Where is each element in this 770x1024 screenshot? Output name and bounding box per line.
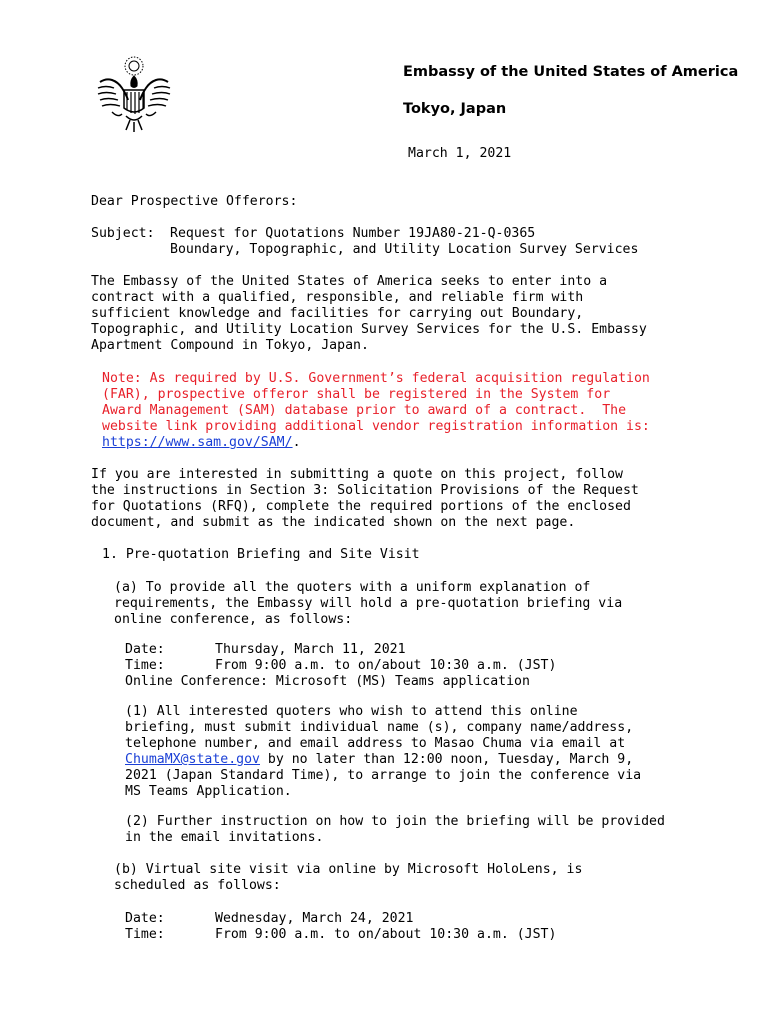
briefing-time-label: Time: (125, 658, 165, 673)
paragraph-a1-line: telephone number, and email address to Masao Chuma via email at (125, 736, 626, 751)
embassy-seal-icon (92, 52, 176, 136)
paragraph-a1-email-line (125, 752, 641, 768)
briefing-date-value: Thursday, March 11, 2021 (215, 642, 406, 657)
paragraph-a2 (125, 814, 665, 846)
paragraph-a2-line: in the email invitations. (125, 830, 324, 845)
instructions-line: the instructions in Section 3: Solicitation Provisions of the Request (91, 483, 639, 498)
paragraph-a-line: (a) To provide all the quoters with a uniform explanation of (114, 580, 591, 595)
site-visit-time-value: From 9:00 a.m. to on/about 10:30 a.m. (JST) (215, 927, 557, 942)
paragraph-a1 (125, 704, 641, 800)
note-line: (FAR), prospective offeror shall be registered in the System for (102, 387, 611, 402)
intro-line: contract with a qualified, responsible, and reliable firm with (91, 290, 584, 305)
intro-line: Topographic, and Utility Location Survey Services for the U.S. Embassy (91, 322, 647, 337)
intro-paragraph (91, 274, 647, 354)
note-link-line (102, 435, 650, 451)
briefing-date-label: Date: (125, 642, 165, 657)
paragraph-a-line: online conference, as follows: (114, 612, 353, 627)
note-line: Award Management (SAM) database prior to award of a contract. The (102, 403, 627, 418)
subject-label: Subject: (91, 226, 155, 241)
section-1-heading: 1. Pre-quotation Briefing and Site Visit (102, 547, 420, 562)
intro-line: sufficient knowledge and facilities for carrying out Boundary, (91, 306, 584, 321)
note-line: website link providing additional vendor registration information is: (102, 419, 650, 434)
chuma-email-link[interactable]: ChumaMX@state.gov (125, 752, 260, 767)
intro-line: The Embassy of the United States of America seeks to enter into a (91, 274, 608, 289)
email-line-suffix: by no later than 12:00 noon, Tuesday, March 9, (259, 752, 634, 767)
site-visit-date-label: Date: (125, 911, 165, 926)
paragraph-a1-line: briefing, must submit individual name (s), company name/address, (125, 720, 634, 735)
instructions-line: document, and submit as the indicated shown on the next page. (91, 515, 576, 530)
instructions-line: for Quotations (RFQ), complete the required portions of the enclosed (91, 499, 631, 514)
paragraph-a (114, 580, 622, 628)
intro-line: Apartment Compound in Tokyo, Japan. (91, 338, 369, 353)
paragraph-b-line: (b) Virtual site visit via online by Microsoft HoloLens, is (114, 862, 583, 877)
instructions-line: If you are interested in submitting a quote on this project, follow (91, 467, 623, 482)
salutation: Dear Prospective Offerors: (91, 194, 298, 209)
paragraph-a-line: requirements, the Embassy will hold a pre-quotation briefing via (114, 596, 623, 611)
paragraph-b-line: scheduled as follows: (114, 878, 281, 893)
paragraph-b (114, 862, 582, 894)
note-link-suffix: . (292, 435, 301, 450)
paragraph-a2-line: (2) Further instruction on how to join the briefing will be provided (125, 814, 665, 829)
embassy-location: Tokyo, Japan (403, 101, 507, 117)
subject-line-1: Request for Quotations Number 19JA80-21-Q-0365 (170, 226, 536, 241)
embassy-name: Embassy of the United States of America (403, 64, 739, 80)
paragraph-a1-line: 2021 (Japan Standard Time), to arrange to join the conference via (125, 768, 642, 783)
briefing-online-conference: Online Conference: Microsoft (MS) Teams application (125, 674, 530, 689)
paragraph-a1-line: (1) All interested quoters who wish to attend this online (125, 704, 578, 719)
sam-website-link[interactable]: https://www.sam.gov/SAM/ (102, 435, 293, 450)
letter-date: March 1, 2021 (408, 146, 512, 161)
site-visit-date-value: Wednesday, March 24, 2021 (215, 911, 414, 926)
paragraph-a1-line: MS Teams Application. (125, 784, 292, 799)
instructions-paragraph (91, 467, 639, 531)
briefing-time-value: From 9:00 a.m. to on/about 10:30 a.m. (JST) (215, 658, 557, 673)
subject-line-2: Boundary, Topographic, and Utility Location Survey Services (170, 242, 639, 257)
site-visit-time-label: Time: (125, 927, 165, 942)
sam-registration-note (102, 371, 650, 451)
note-line: Note: As required by U.S. Government’s federal acquisition regulation (102, 371, 650, 386)
